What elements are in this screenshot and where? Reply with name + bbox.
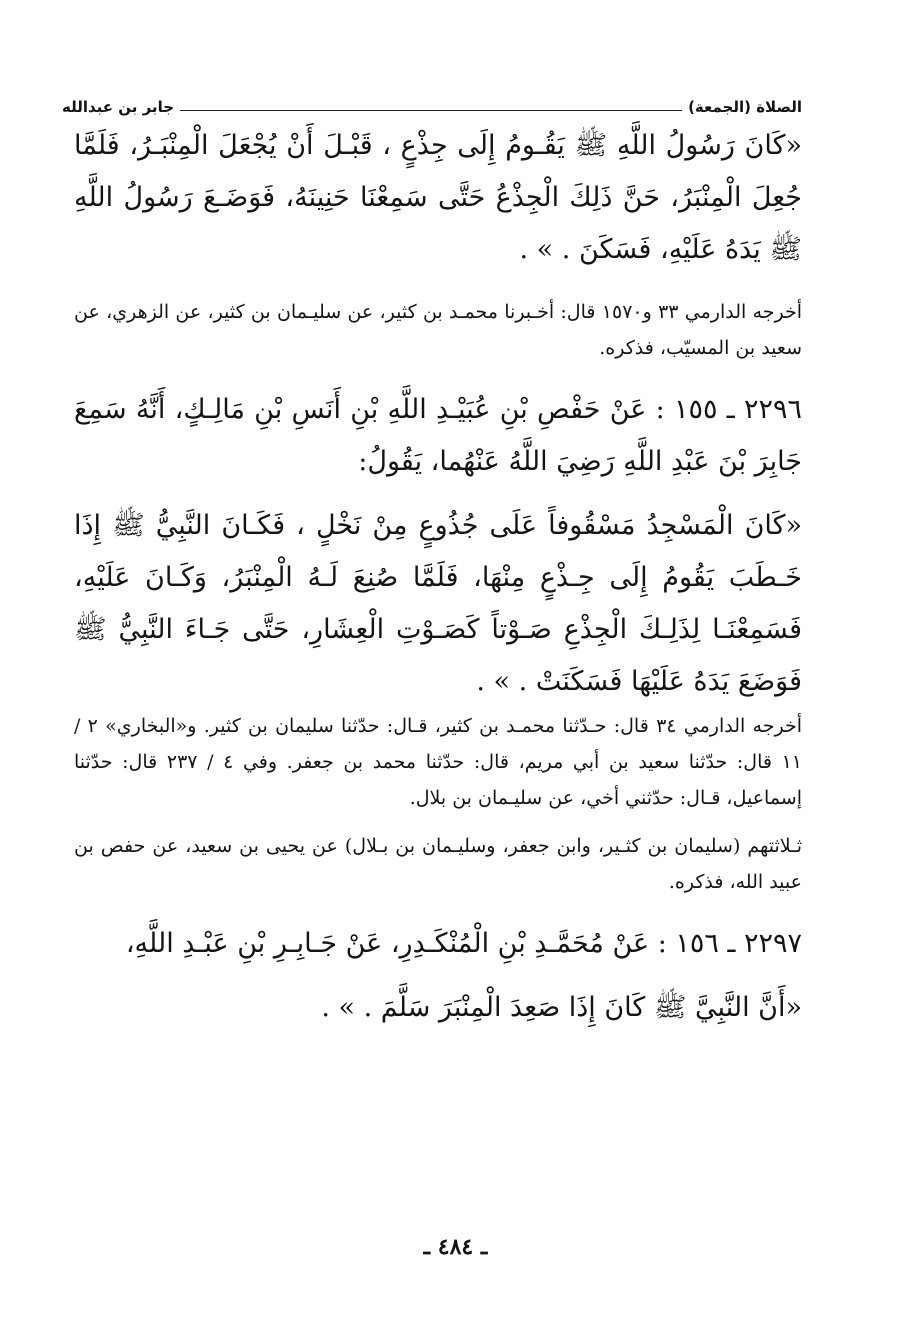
page-number: ـ ٤٨٤ ـ: [423, 1234, 488, 1260]
page-body: [74, 120, 802, 1034]
header-section-title: الصلاة (الجمعة): [688, 98, 802, 116]
spacer: [74, 970, 802, 982]
header-narrator-name: جابر بن عبدالله: [62, 98, 175, 116]
spacer: [74, 366, 802, 384]
spacer: [74, 816, 802, 828]
takhrij-note: أخرجه الدارمي ٣٣ و١٥٧٠ قال: أخـبرنا محمـد بن كثير، عن سليـمان بن كثير، عن الزهري، عن سعيد بن المسيّب، فذكره.: [74, 301, 803, 359]
hadith-text: «كَانَ الْمَسْجِدُ مَسْقُوفاً عَلَى جُذُوعٍ مِنْ نَخْلٍ ، فَكَـانَ النَّبِيُّ ﷺ إِذَا خَـطَبَ يَقُومُ إِلَى جِـذْعٍ مِنْهَا، فَلَمَّا صُنِعَ لَـهُ الْمِنْبَرُ، وَكَـانَ عَلَيْهِ، فَسَمِعْنَـا لِذَلِـكَ الْجِذْعِ صَـوْتاً كَصَـوْتِ الْعِشَارِ، حَتَّى جَـاءَ النَّبِيُّ ﷺ فَوَضَعَ يَدَهُ عَلَيْهَا فَسَكَنَتْ . » .: [74, 510, 802, 697]
running-header: [62, 92, 802, 116]
spacer: [74, 276, 802, 294]
spacer: [74, 900, 802, 918]
takhrij-note: أخرجه الدارمي ٣٤ قال: حـدّثنا محمـد بن كثير، قـال: حدّثنا سليمان بن كثير. و«البخاري» ٢ / ١١ قال: حدّثنا سعيد بن أبي مريم، قال: حدّثنا محمد بن جعفر. وفي ٤ / ٢٣٧ قال: حدّثنا إسماعيل، قـال: حدّثني أخي، عن سليـمان بن بلال.: [74, 715, 802, 809]
hadith-text: «كَانَ رَسُولُ اللَّهِ ﷺ يَقُـومُ إِلَى جِذْعٍ ، قَبْـلَ أَنْ يُجْعَلَ الْمِنْبَـرُ، فَلَمَّا جُعِلَ الْمِنْبَرُ، حَنَّ ذَلِكَ الْجِذْعُ حَتَّى سَمِعْنَا حَنِينَهُ، فَوَضَـعَ رَسُولُ اللَّهِ ﷺ يَدَهُ عَلَيْهِ، فَسَكَنَ . » .: [74, 130, 802, 265]
header-rule: [180, 110, 682, 111]
takhrij-note: ثـلاثتهم (سليمان بن كثـير، وابن جعفر، وسليـمان بن بـلال) عن يحيى بن سعيد، عن حفص بن عبيد الله، فذكره.: [74, 835, 802, 893]
hadith-intro: ٢٢٩٧ ـ ١٥٦ : عَنْ مُحَمَّـدِ بْنِ الْمُنْكَـدِرِ، عَنْ جَـابِـرِ بْنِ عَبْـدِ اللَّهِ،: [125, 928, 802, 959]
hadith-intro: ٢٢٩٦ ـ ١٥٥ : عَنْ حَفْصِ بْنِ عُبَيْـدِ اللَّهِ بْنِ أَنَسِ بْنِ مَالِـكٍ، أَنَّهُ سَمِعَ جَابِرَ بْنَ عَبْدِ اللَّهِ رَضِيَ اللَّهُ عَنْهُما، يَقُولُ:: [74, 394, 803, 477]
spacer: [74, 488, 802, 500]
hadith-text: «أَنَّ النَّبِيَّ ﷺ كَانَ إِذَا صَعِدَ الْمِنْبَرَ سَلَّمَ . » .: [321, 992, 802, 1023]
